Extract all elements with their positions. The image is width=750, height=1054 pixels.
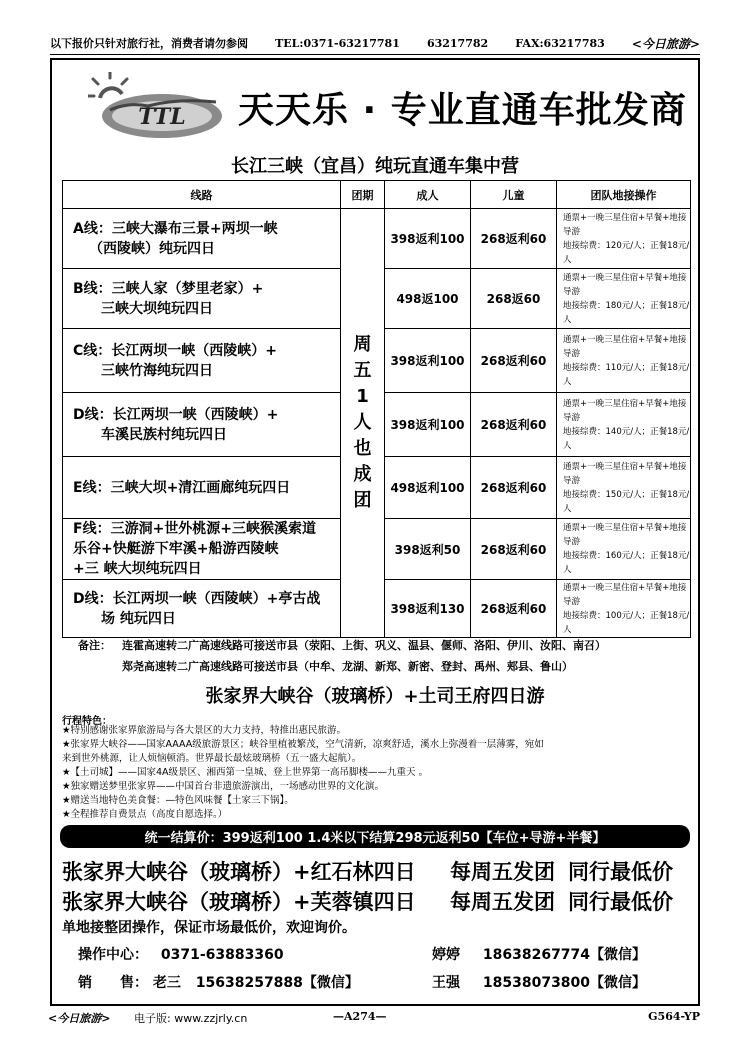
child-price: 268返利60: [471, 580, 557, 638]
adult-price: 398返利100: [385, 329, 471, 393]
list-item: 来到世外桃源，让人烦恼顿消。世界最长最炫玻璃桥（五一盛大起航）。: [62, 753, 362, 764]
route-cell: D线：长江两坝一峡（西陵峡）+ 车溪民族村纯玩四日: [63, 393, 341, 457]
ops-cell: 通票+一晚三星住宿+早餐+地接导游 地接综费：160元/人；正餐18元/人: [557, 519, 691, 580]
list-item: ★全程推荐自费景点（高度自愿选择。）: [62, 809, 228, 820]
zjj-tour-title: 张家界大峡谷（玻璃桥）+土司王府四日游: [205, 686, 545, 707]
child-price: 268返利60: [471, 393, 557, 457]
sales-phone: 15638257888【微信】: [195, 975, 359, 991]
list-item: ★特别感谢张家界旅游局与各大景区的大力支持，特推出惠民旅游。: [62, 725, 347, 736]
top-info-bar: [50, 34, 700, 52]
child-price: 268返利60: [471, 519, 557, 580]
header-period: 团期: [341, 181, 385, 209]
inquiry-note: 单地接整团操作，保证市场最低价，欢迎询价。: [62, 920, 356, 936]
agency-only-notice: 以下报价只针对旅行社，消费者请勿参阅: [50, 37, 248, 50]
tour-name: 张家界大峡谷（玻璃桥）+芙蓉镇四日: [62, 890, 416, 914]
contact-name: 婷婷: [432, 947, 460, 963]
table-header-row: [63, 181, 691, 209]
child-price: 268返利60: [471, 457, 557, 519]
route-cell: F线：三游洞+世外桃源+三峡猴溪索道 乐谷+快艇游下牢溪+船游西陵峡 +三 峡大坝纯玩四日: [63, 519, 341, 580]
footer: [48, 1010, 700, 1028]
remarks: [78, 635, 606, 677]
ops-cell: 通票+一晚三星住宿+早餐+地接导游 地接综费：110元/人；正餐18元/人: [557, 329, 691, 393]
adult-price: 498返100: [385, 269, 471, 329]
list-item: ★独家赠送梦里张家界——中国首台非遗旅游演出，一场感动世界的文化演。: [62, 781, 385, 792]
features-title: 行程特色：: [62, 716, 112, 727]
adult-price: 498返利100: [385, 457, 471, 519]
header-child: 儿童: [471, 181, 557, 209]
tour-name: 张家界大峡谷（玻璃桥）+红石林四日: [62, 860, 416, 884]
footer-site: 电子版: www.zzjrly.cn: [134, 1012, 248, 1025]
route-cell: C线：长江两坝一峡（西陵峡）+ 三峡竹海纯玩四日: [63, 329, 341, 393]
tour-slogan: 同行最低价: [568, 890, 673, 914]
tour-schedule: 每周五发团: [450, 860, 555, 884]
tour-line-2: [62, 886, 673, 916]
adult-price: 398返利100: [385, 393, 471, 457]
tel-number: TEL:0371-63217781: [275, 36, 400, 50]
ops-phone: 0371-63883360: [160, 947, 284, 963]
route-cell: D线：长江两坝一峡（西陵峡）+亭古战 场 纯玩四日: [63, 580, 341, 638]
header-ops: 团队地接操作: [557, 181, 691, 209]
child-price: 268返60: [471, 269, 557, 329]
tour-line-1: [62, 856, 673, 886]
tour-schedule: 每周五发团: [450, 890, 555, 914]
footer-brand: <今日旅游>: [48, 1012, 111, 1025]
ops-cell: 通票+一晚三星住宿+早餐+地接导游 地接综费：180元/人；正餐18元/人: [557, 269, 691, 329]
list-item: ★张家界大峡谷——国家AAAA级旅游景区；峡谷里植被繁茂，空气清新，凉爽舒适，溪水上弥漫着一层薄雾，宛如: [62, 739, 544, 750]
ops-cell: 通票+一晚三星住宿+早餐+地接导游 地接综费：150元/人；正餐18元/人: [557, 457, 691, 519]
tiantianle-logo: [88, 72, 226, 144]
header-route: 线路: [63, 181, 341, 209]
child-price: 268返利60: [471, 209, 557, 269]
brand-tag: <今日旅游>: [631, 36, 700, 51]
ad-code: G564-YP: [648, 1010, 700, 1023]
features-list: [62, 724, 672, 822]
top-divider: [50, 54, 700, 55]
child-price: 268返利60: [471, 329, 557, 393]
tour-slogan: 同行最低价: [568, 860, 673, 884]
unified-price-bar: 统一结算价：399返利100 1.4米以下结算298元返利50【车位+导游+半餐】: [60, 825, 690, 848]
ops-cell: 通票+一晚三星住宿+早餐+地接导游 地接综费：120元/人；正餐18元/人: [557, 209, 691, 269]
table-row: [63, 209, 691, 269]
remarks-line-1: 连霍高速转二广高速线路可接送市县（荥阳、上街、巩义、温县、偃师、洛阳、伊川、汝阳、南召）: [122, 639, 606, 652]
remarks-label: 备注：: [78, 639, 111, 652]
contact-name: 王强: [432, 975, 460, 991]
subtitle: 长江三峡（宜昌）纯玩直通车集中营: [231, 156, 519, 177]
contact-phone: 18538073800【微信】: [482, 975, 647, 991]
header-adult: 成人: [385, 181, 471, 209]
route-cell: A线：三峡大瀑布三景+两坝一峡 （西陵峡）纯玩四日: [63, 209, 341, 269]
ops-cell: 通票+一晚三星住宿+早餐+地接导游 地接综费：140元/人；正餐18元/人: [557, 393, 691, 457]
page-number: —A274—: [333, 1010, 387, 1023]
fax-number: FAX:63217783: [515, 36, 605, 50]
list-item: ★赠送当地特色美食餐：—特色风味餐【土家三下锅】。: [62, 795, 294, 806]
adult-price: 398返利130: [385, 580, 471, 638]
contact-tingting: [432, 944, 646, 964]
adult-price: 398返利100: [385, 209, 471, 269]
contact-phone: 18638267774【微信】: [482, 947, 647, 963]
tel-number-2: 63217782: [426, 36, 489, 50]
sales-name: 老三: [152, 975, 181, 991]
adult-price: 398返利50: [385, 519, 471, 580]
list-item: ★【土司城】——国家4A级景区、湘西第一皇城、登上世界第一高吊脚楼——九重天 。: [62, 767, 429, 778]
sales-label: 销 售：: [78, 975, 148, 991]
headline: 天天乐 · 专业直通车批发商: [238, 90, 687, 131]
route-cell: B线：三峡人家（梦里老家）+ 三峡大坝纯玩四日: [63, 269, 341, 329]
logo-text: TTL: [138, 104, 186, 130]
route-cell: E线：三峡大坝+清江画廊纯玩四日: [63, 457, 341, 519]
remarks-line-2: 郑尧高速转二广高速线路可接送市县（中牟、龙湖、新郑、新密、登封、禹州、郏县、鲁山）: [122, 660, 573, 673]
contact-wangqiang: [432, 972, 646, 992]
period-cell: 周 五 1 人 也 成 团: [341, 209, 385, 638]
sales-contact: [78, 972, 359, 992]
ops-cell: 通票+一晚三星住宿+早餐+地接导游 地接综费：100元/人；正餐18元/人: [557, 580, 691, 638]
route-price-table: [62, 180, 691, 638]
ops-center-contact: [78, 944, 284, 964]
ops-label: 操作中心：: [78, 947, 148, 963]
